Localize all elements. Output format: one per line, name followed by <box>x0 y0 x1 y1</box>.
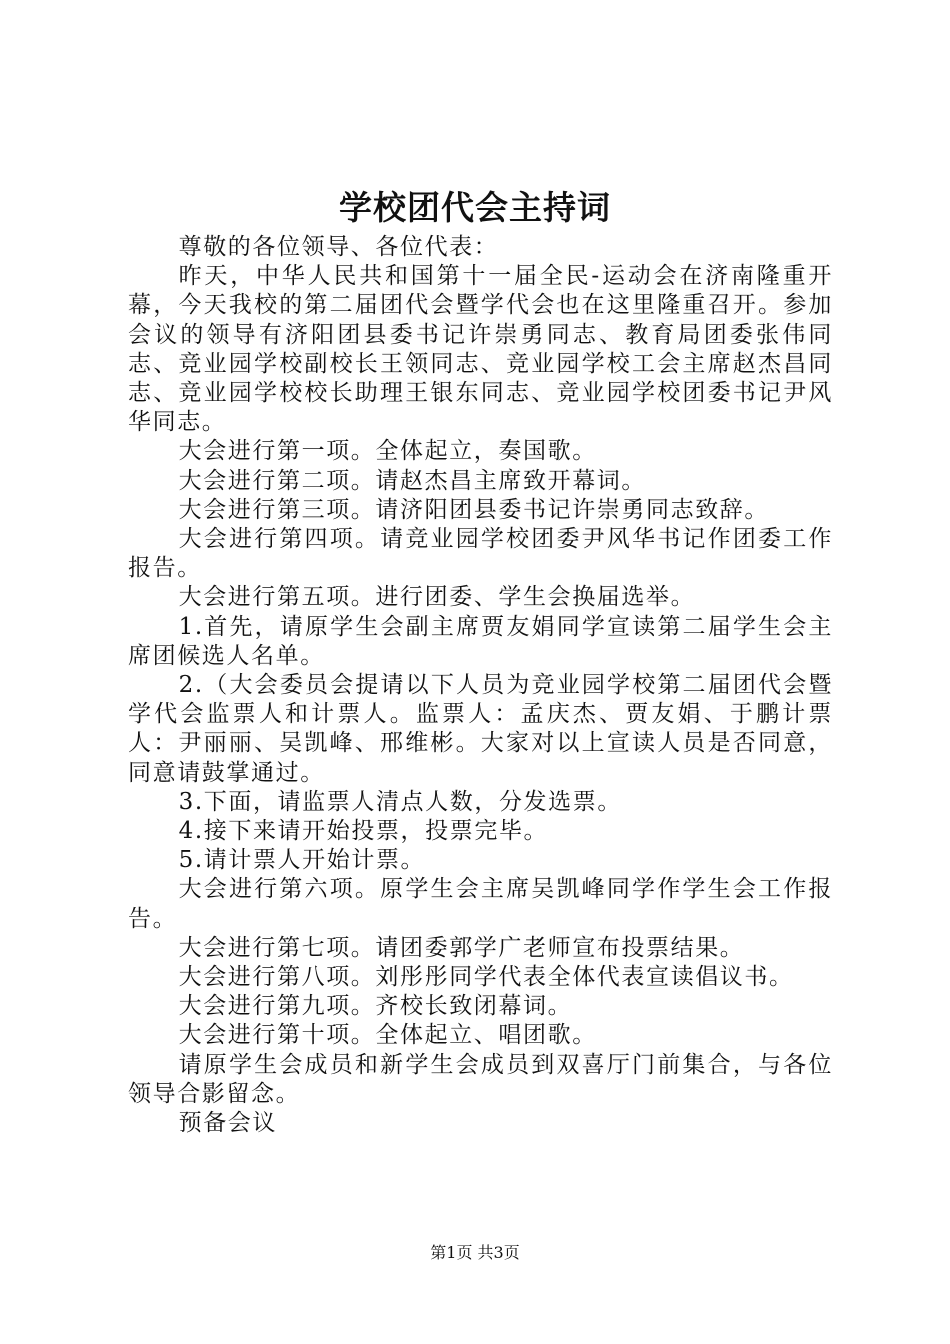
paragraph-election-step-4: 4.接下来请开始投票，投票完毕。 <box>178 818 549 845</box>
paragraph-opening: 昨天，中华人民共和国第十一届全民-运动会在济南隆重开幕，今天我校的第二届团代会暨学代会也在这里隆重召开。参加会议的领导有济阳团县委书记许崇勇同志、教育局团委张伟同志、竞业园学校副校长王领同志、竞业园学校工会主席赵杰昌同志、竞业园学校校长助理王银东同志、竞业园学校团委书记尹风华同志。 <box>128 263 833 436</box>
paragraph-election-step-3: 3.下面，请监票人清点人数，分发选票。 <box>178 788 622 815</box>
paragraph-item-6: 大会进行第六项。原学生会主席吴凯峰同学作学生会工作报告。 <box>128 876 833 932</box>
paragraph-item-7: 大会进行第七项。请团委郭学广老师宣布投票结果。 <box>178 934 745 961</box>
paragraph-closing: 请原学生会成员和新学生会成员到双喜厅门前集合，与各位领导合影留念。 <box>128 1051 833 1107</box>
paragraph-item-5: 大会进行第五项。进行团委、学生会换届选举。 <box>178 584 696 611</box>
paragraph-item-4: 大会进行第四项。请竞业园学校团委尹风华书记作团委工作报告。 <box>128 526 833 582</box>
paragraph-election-step-5: 5.请计票人开始计票。 <box>178 847 426 874</box>
paragraph-salutation: 尊敬的各位领导、各位代表： <box>178 234 499 260</box>
paragraph-item-3: 大会进行第三项。请济阳团县委书记许崇勇同志致辞。 <box>178 496 769 523</box>
page-number-footer: 第1页 共3页 <box>430 1243 520 1262</box>
paragraph-election-step-1: 1.首先，请原学生会副主席贾友娟同学宣读第二届学生会主席团候选人名单。 <box>128 613 833 669</box>
paragraph-item-1: 大会进行第一项。全体起立，奏国歌。 <box>178 438 597 465</box>
document-body <box>128 233 833 1138</box>
paragraph-election-step-2: 2.（大会委员会提请以下人员为竞业园学校第二届团代会暨学代会监票人和计票人。监票人：孟庆杰、贾友娟、于鹏计票人：尹丽丽、吴凯峰、邢维彬。大家对以上宣读人员是否同意，同意请鼓掌通过。 <box>128 672 833 786</box>
paragraph-item-10: 大会进行第十项。全体起立、唱团歌。 <box>178 1022 597 1049</box>
paragraph-item-9: 大会进行第九项。齐校长致闭幕词。 <box>178 993 573 1020</box>
paragraph-item-2: 大会进行第二项。请赵杰昌主席致开幕词。 <box>178 467 646 494</box>
paragraph-item-8: 大会进行第八项。刘彤彤同学代表全体代表宣读倡议书。 <box>178 964 794 991</box>
paragraph-next-section: 预备会议 <box>178 1110 277 1137</box>
document-title: 学校团代会主持词 <box>339 188 611 227</box>
